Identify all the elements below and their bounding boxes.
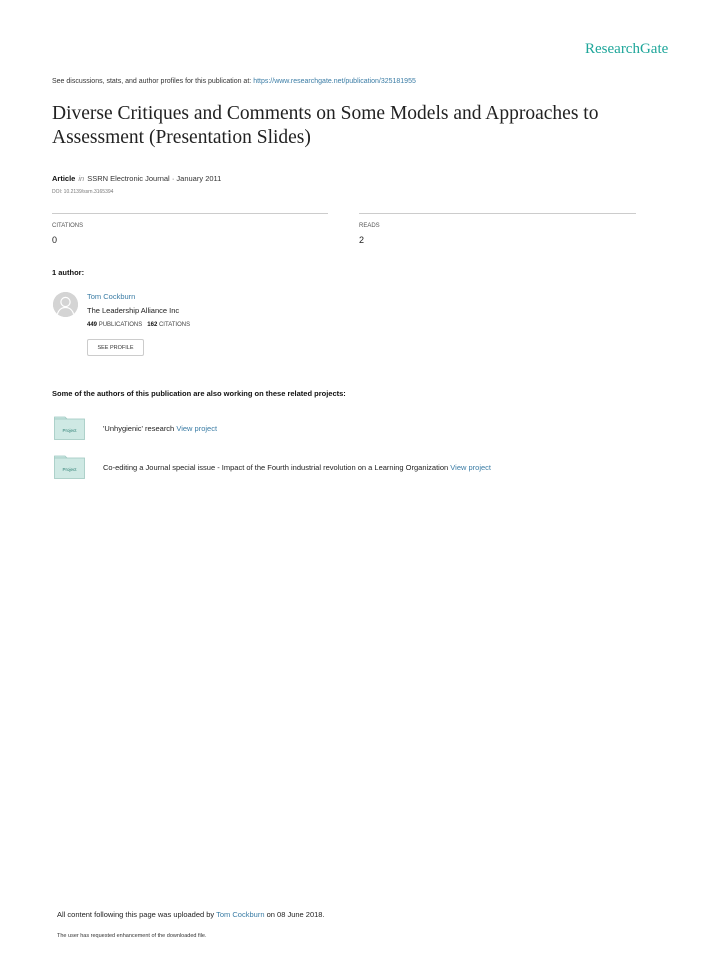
author-citations-label: CITATIONS [158,322,191,328]
project-folder-icon[interactable] [54,455,85,479]
project-title: Co-editing a Journal special issue - Impact of the Fourth industrial revolution on a Learning Organization [103,463,449,472]
publication-url-link[interactable]: https://www.researchgate.net/publication/325181955 [253,78,416,85]
author-publications-count: 449 [87,322,98,328]
publication-meta [52,174,221,183]
author-citations-count: 162 [147,322,158,328]
authors-heading: 1 author: [52,268,85,277]
publication-kind: Article [52,174,76,183]
related-projects-heading: Some of the authors of this publication are also working on these related projects: [52,389,346,398]
researchgate-logo[interactable]: ResearchGate [585,41,669,57]
citations-label: CITATIONS [52,223,84,229]
publication-date: January 2011 [176,174,222,183]
project-icon-label: Project [62,428,77,433]
reads-divider [359,213,636,214]
default-avatar-icon[interactable] [53,292,78,317]
project-row [103,463,491,472]
author-stats [87,322,190,328]
journal-name: SSRN Electronic Journal [87,174,170,183]
reads-label: READS [359,223,380,229]
view-project-link[interactable]: View project [450,463,492,472]
upload-prefix: All content following this page was uploaded by [57,910,215,919]
discussions-text: See discussions, stats, and author profiles for this publication at: [52,78,252,85]
discussions-notice [52,78,416,85]
upload-suffix: on 08 June 2018. [266,910,325,919]
author-institution: The Leadership Alliance Inc [87,306,180,315]
enhancement-note: The user has requested enhancement of the downloaded file. [57,933,207,939]
citations-divider [52,213,328,214]
see-profile-button[interactable]: SEE PROFILE [87,339,144,356]
uploader-link[interactable]: Tom Cockburn [216,910,265,919]
citations-value: 0 [52,235,58,245]
meta-separator: · [171,174,175,183]
project-folder-icon[interactable] [54,416,85,440]
doi-text: DOI: 10.2139/ssrn.3165394 [52,189,114,195]
in-word: in [78,174,85,183]
reads-value: 2 [359,235,365,245]
project-icon-label: Project [62,467,77,472]
view-project-link[interactable]: View project [176,424,218,433]
project-row [103,424,217,433]
author-name-link[interactable]: Tom Cockburn [87,292,136,301]
author-publications-label: PUBLICATIONS [98,322,143,328]
upload-notice [57,910,325,919]
publication-title: Diverse Critiques and Comments on Some Models and Approaches to Assessment (Presentation Slides) [52,103,599,148]
project-title: 'Unhygienic' research [103,424,175,433]
